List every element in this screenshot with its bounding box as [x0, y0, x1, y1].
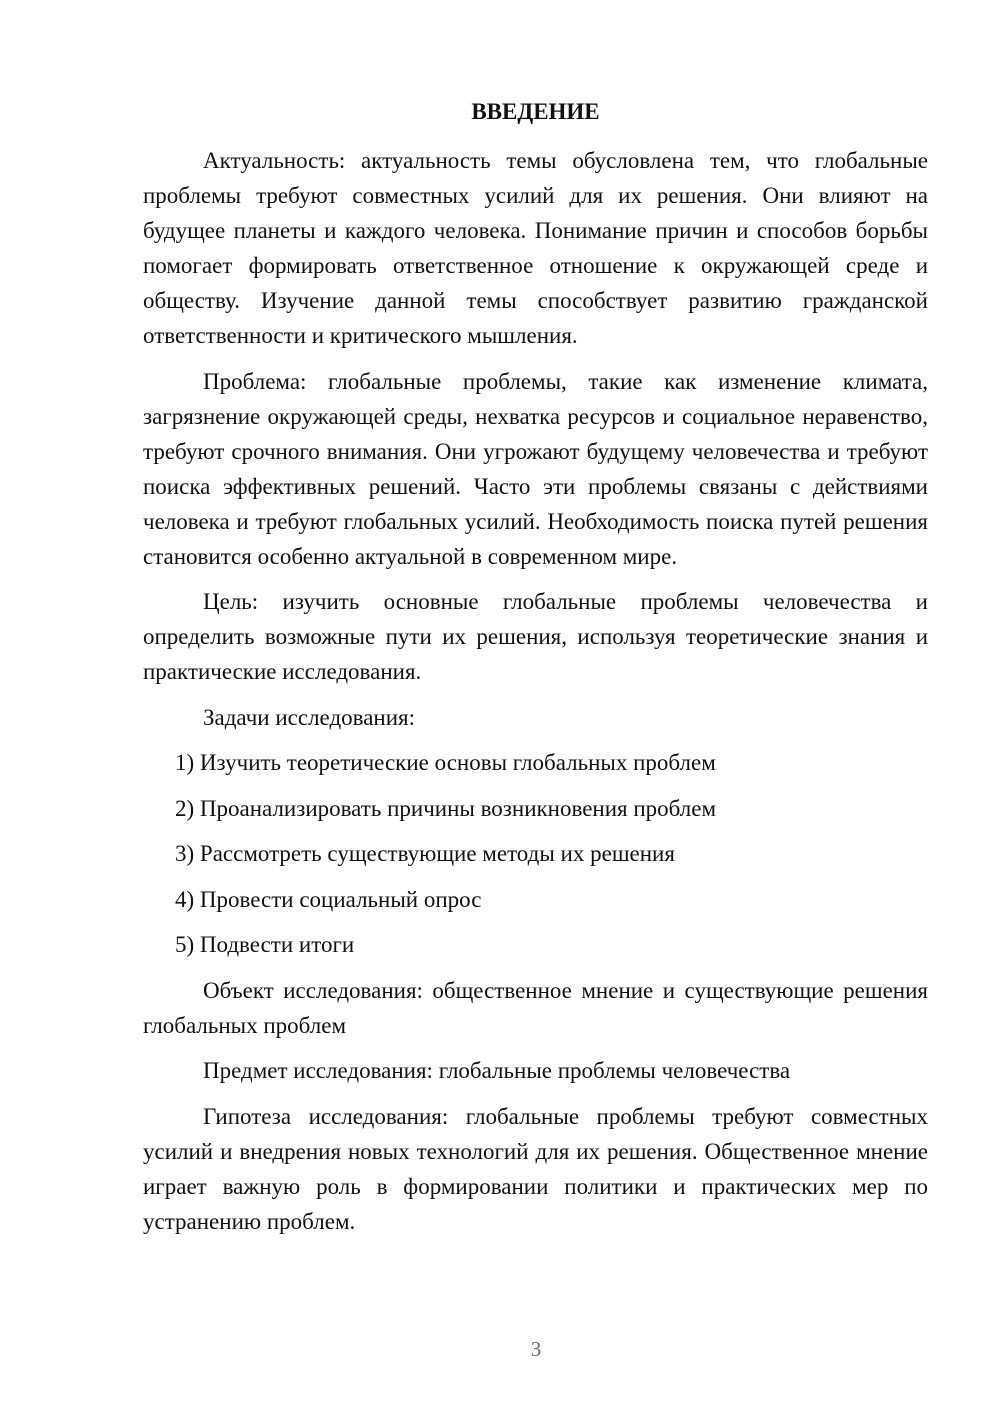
- problem-paragraph: Проблема: глобальные проблемы, такие как изменение климата, загрязнение окружающей среды, нехватка ресурсов и социальное неравенство, требуют срочного внимания. Они угрожают будущему человечества и требуют поиска эффективных решений. Часто эти проблемы связаны с действиями человека и требуют глобальных усилий. Необходимость поиска путей решения становится особенно актуальной в современном мире.: [143, 368, 928, 569]
- task-item: 4) Провести социальный опрос: [175, 886, 482, 912]
- task-item: 2) Проанализировать причины возникновения проблем: [175, 795, 717, 821]
- task-item: 1) Изучить теоретические основы глобальных проблем: [175, 750, 716, 775]
- subject-paragraph: Предмет исследования: глобальные проблемы человечества: [203, 1058, 791, 1083]
- task-list: [143, 745, 928, 962]
- tasks-label: Задачи исследования:: [203, 704, 416, 730]
- page-content: [143, 94, 928, 1249]
- relevance-paragraph: Актуальность: актуальность темы обусловлена тем, что глобальные проблемы требуют совместных усилий для их решения. Они влияют на будущее планеты и каждого человека. Понимание причин и способов борьбы помогает формировать ответственное отношение к окружающей среде и обществу. Изучение данной темы способствует развитию гражданской ответственности и критического мышления.: [143, 148, 928, 348]
- object-paragraph: Объект исследования: общественное мнение и существующие решения глобальных проблем: [143, 977, 928, 1038]
- goal-paragraph: Цель: изучить основные глобальные проблемы человечества и определить возможные пути их решения, используя теоретические знания и практические исследования.: [143, 589, 928, 684]
- task-item: 5) Подвести итоги: [175, 932, 355, 957]
- page-heading: ВВЕДЕНИЕ: [471, 99, 600, 124]
- hypothesis-paragraph: Гипотеза исследования: глобальные проблемы требуют совместных усилий и внедрения новых технологий для их решения. Общественное мнение играет важную роль в формировании политики и практических мер по устранению проблем.: [143, 1103, 928, 1234]
- page-number: 3: [530, 1337, 542, 1361]
- task-item: 3) Рассмотреть существующие методы их решения: [175, 841, 675, 866]
